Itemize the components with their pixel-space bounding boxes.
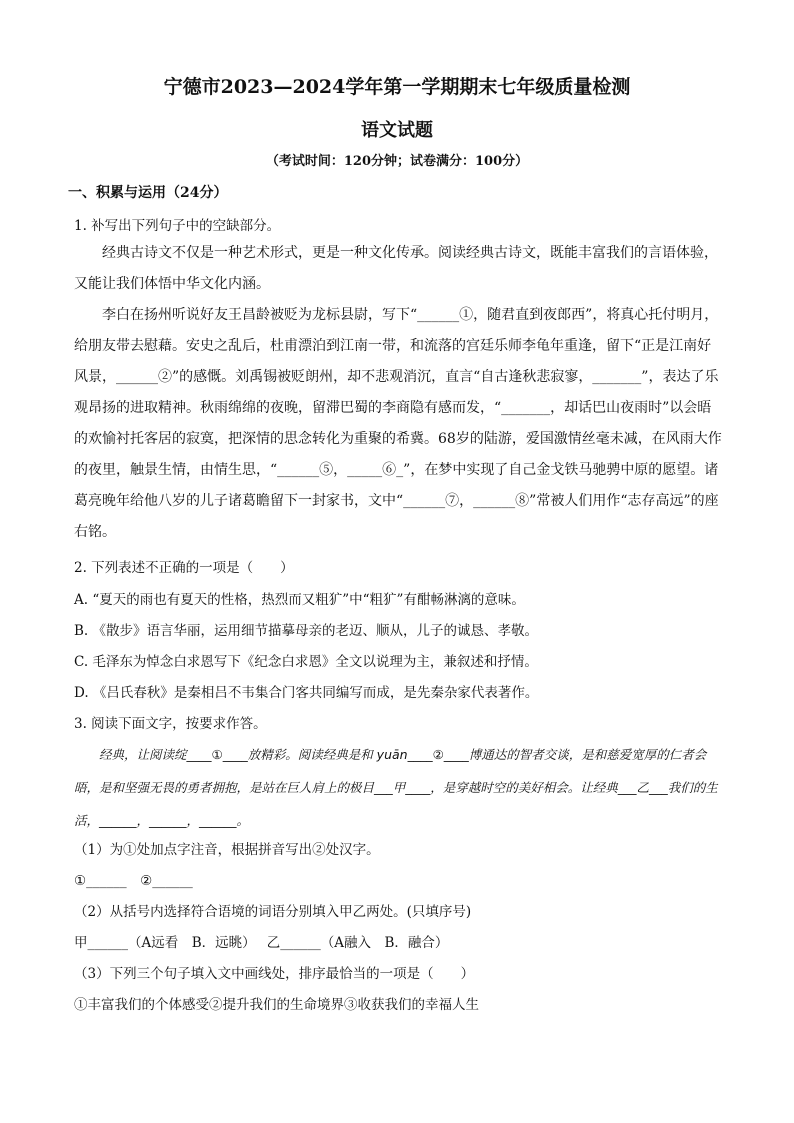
sub-question-2-answer: 甲______（A远看 B．远眺） 乙______（A融入 B．融合）: [74, 935, 449, 951]
option-c: C. 毛泽东为悼念白求恩写下《纪念白求恩》全文以说理为主，兼叙述和抒情。: [74, 654, 538, 670]
exam-title: 宁德市2023—2024学年第一学期期末七年级质量检测: [163, 76, 631, 98]
option-a: A. “夏天的雨也有夏天的性格，热烈而又粗犷”中“粗犷”有酣畅淋漓的意味。: [74, 592, 525, 608]
section-heading: 一、积累与运用（24分）: [68, 185, 228, 201]
question-1-intro: 经典古诗文不仅是一种艺术形式，更是一种文化传承。阅读经典古诗文，既能丰富我们的言语体验，又能让我们体悟中华文化内涵。: [74, 245, 718, 292]
subject-title: 语文试题: [361, 120, 433, 141]
option-d: D. 《吕氏春秋》是秦相吕不韦集合门客共同编写而成，是先秦杂家代表著作。: [74, 685, 539, 701]
question-1-passage: 李白在扬州听说好友王昌龄被贬为龙标县尉，写下“______①，随君直到夜郎西”，将真心托付明月，给朋友带去慰藉。安史之乱后，杜甫漂泊到江南一带，和流落的宫廷乐师李龟年重逢，留下“正是江南好风景，______②”的感慨。刘禹锡被贬朗州，却不悲观消沉，直言“自古逢秋悲寂寥，_______”，表达了乐观昂扬的进取精神。秋雨绵绵的夜晚，留滞巴蜀的李商隐有感而发，“_______，却话巴山夜雨时”以会晤的欢愉衬托客居的寂寞，把深情的思念转化为重聚的希冀。68岁的陆游，爱国激情丝毫未减，在风雨大作的夜里，触景生情，由情生思，“______⑤，_____⑥_”，在梦中实现了自己金戈铁马驰骋中原的愿望。诸葛亮晚年给他八岁的儿子诸葛瞻留下一封家书，文中“______⑦，______⑧”常被人们用作“志存高远”的座右铭。: [74, 307, 722, 540]
sub-question-1-answer: ①______ ②______: [74, 873, 193, 889]
option-b: B. 《散步》语言华丽，运用细节描摹母亲的老迈、顺从，儿子的诚恳、孝敬。: [74, 623, 539, 639]
question-1-prompt: 1. 补写出下列句子中的空缺部分。: [74, 218, 281, 234]
question-3-passage: 经典，让阅读绽____①____放精彩。阅读经典是和 yuān____②____博通达的智者交谈，是和慈爱宽厚的仁者会晤，是和坚强无畏的勇者拥抱，是站在巨人肩上的极目___甲____，是穿越时空的美好相会。让经典___乙___我们的生活，______，______，______。: [74, 747, 718, 828]
question-3-prompt: 3. 阅读下面文字，按要求作答。: [74, 716, 267, 732]
sub-question-2: （2）从括号内选择符合语境的词语分别填入甲乙两处。(只填序号): [74, 904, 472, 920]
sub-question-1: （1）为①处加点字注音，根据拼音写出②处汉字。: [74, 842, 380, 858]
exam-info: （考试时间：120分钟；试卷满分：100分）: [265, 154, 529, 169]
question-2-prompt: 2. 下列表述不正确的一项是（ ）: [74, 560, 294, 576]
sub-question-3-items: ①丰富我们的个体感受②提升我们的生命境界③收获我们的幸福人生: [74, 997, 479, 1013]
sub-question-3: （3）下列三个句子填入文中画线处，排序最恰当的一项是（ ）: [74, 966, 475, 982]
